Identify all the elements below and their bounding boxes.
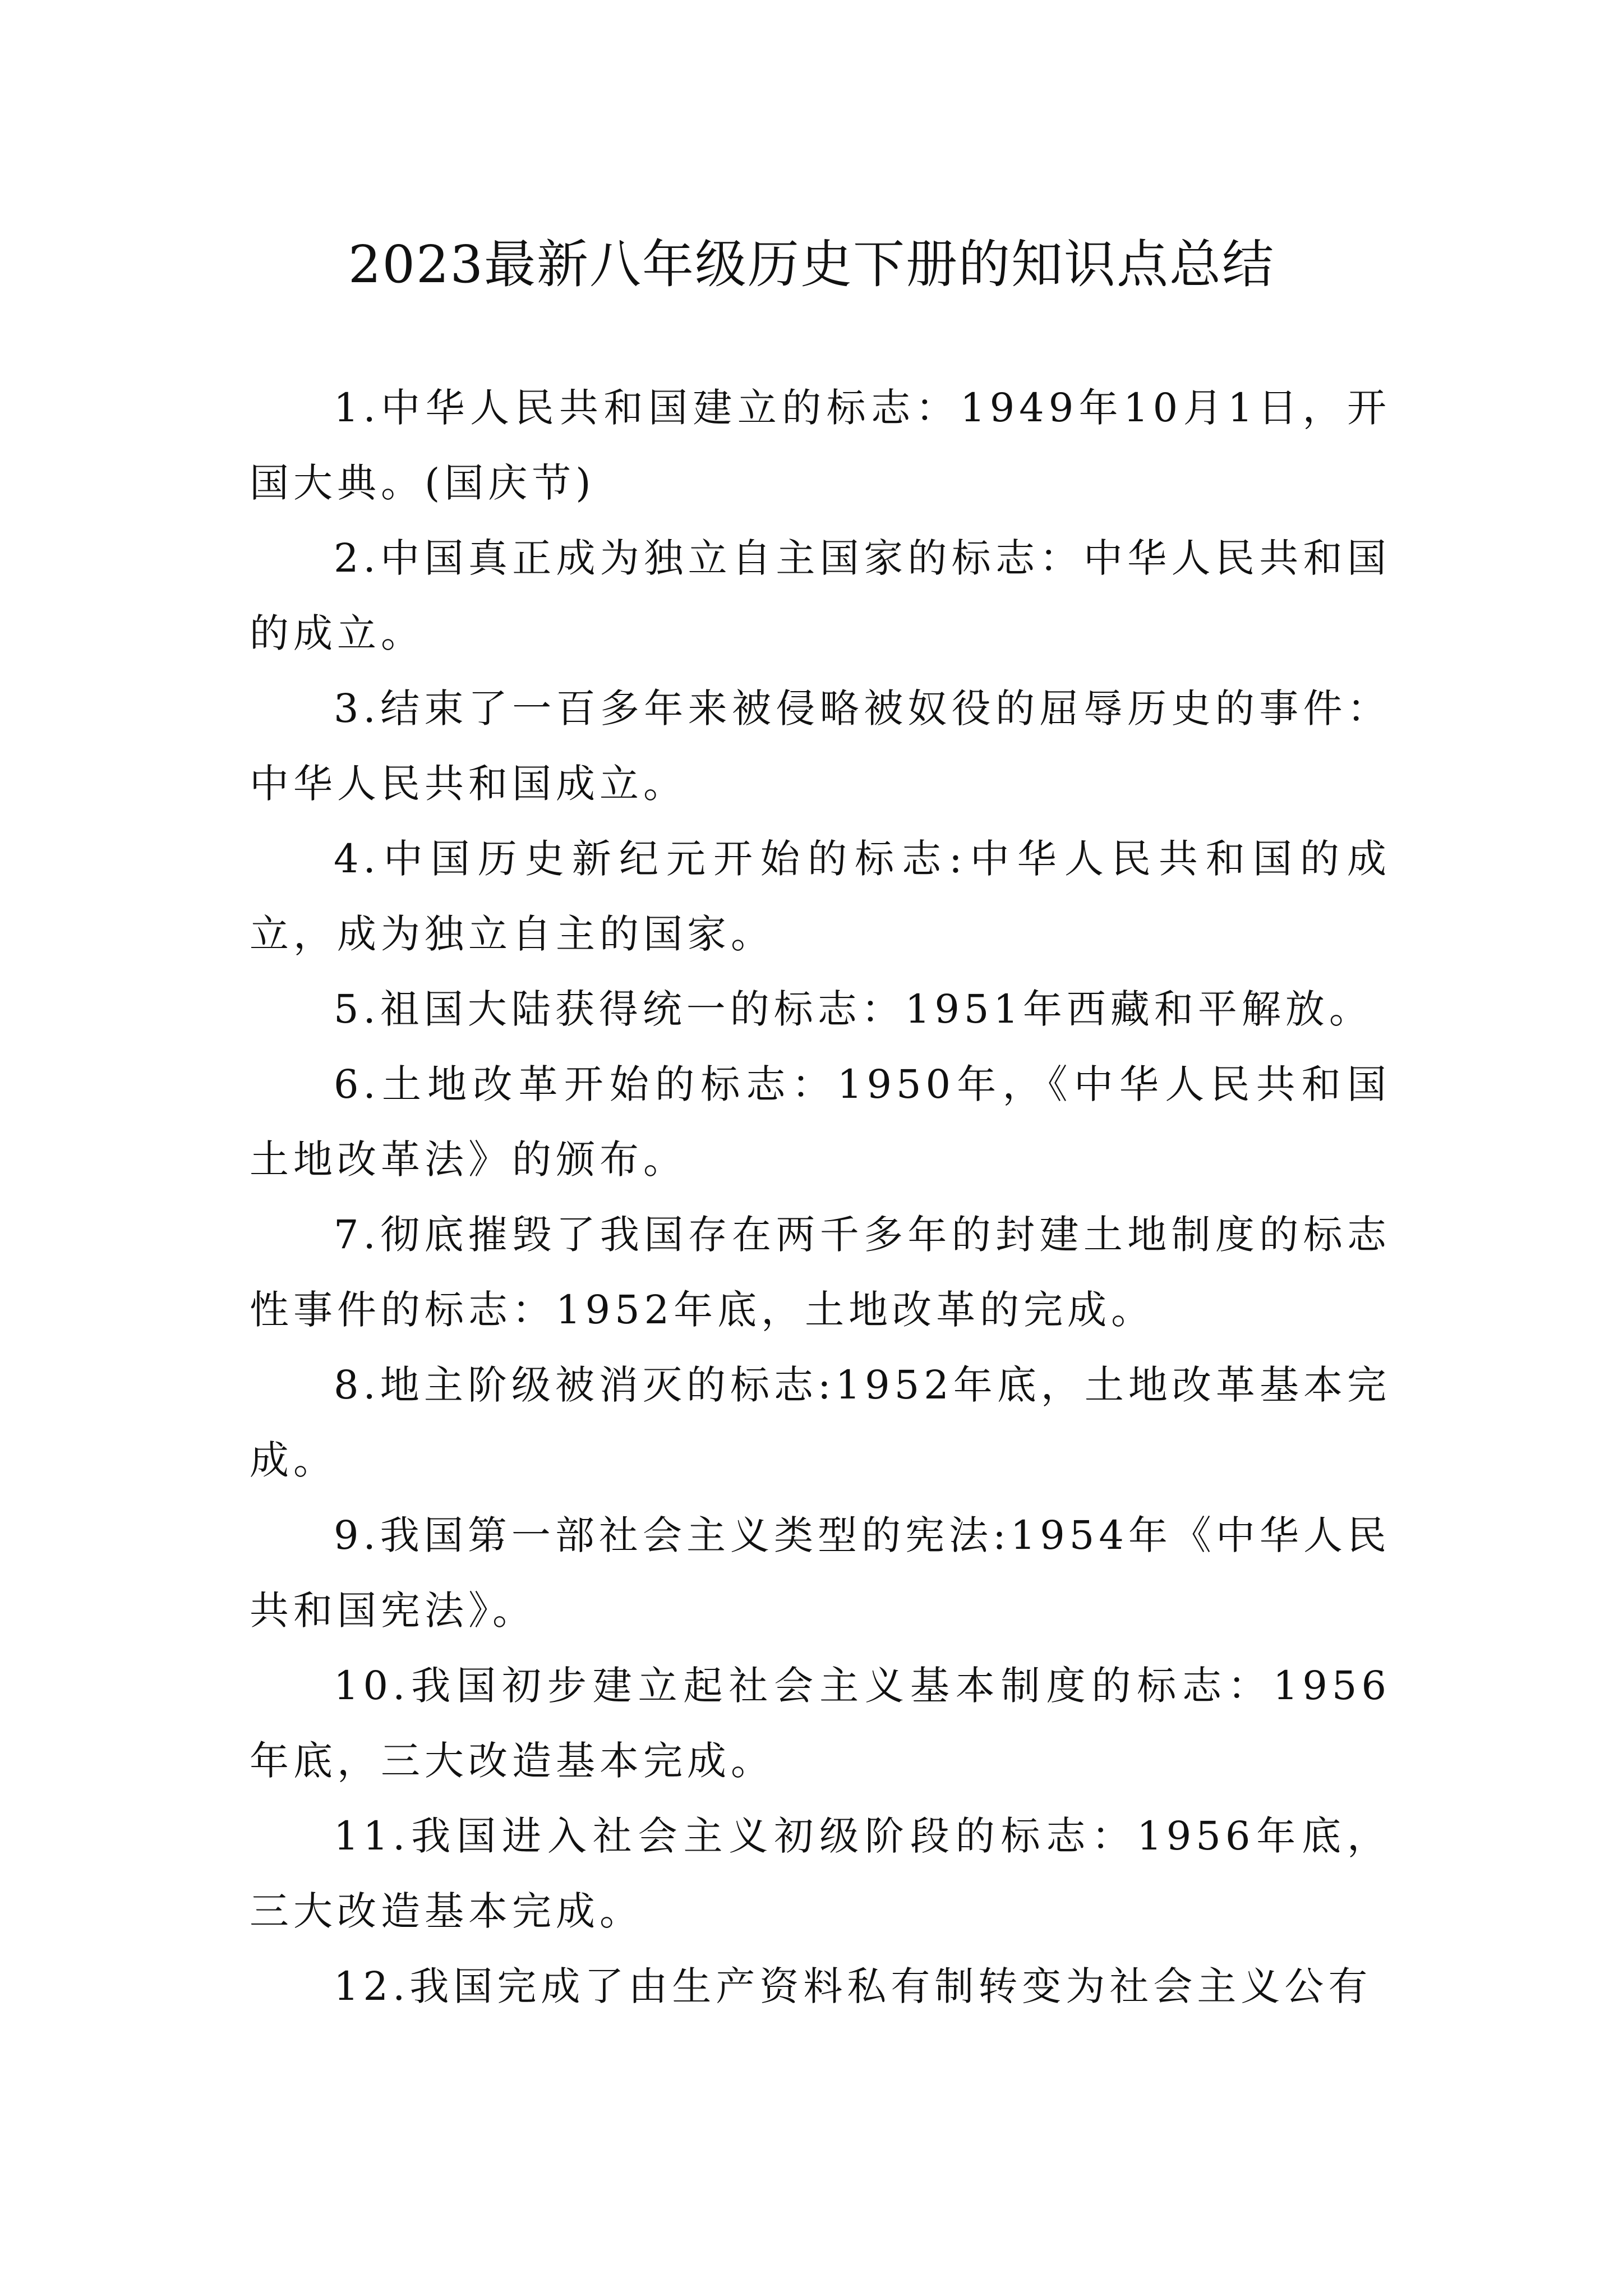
paragraph-2: 2.中国真正成为独立自主国家的标志：中华人民共和国的成立。 — [250, 535, 1391, 656]
paragraph-12: 12.我国完成了由生产资料私有制转变为社会主义公有 — [334, 1963, 1372, 2009]
paragraph-3: 3.结束了一百多年来被侵略被奴役的屈辱历史的事件：中华人民共和国成立。 — [250, 685, 1391, 807]
paragraph-7: 7.彻底摧毁了我国存在两千多年的封建土地制度的标志性事件的标志：1952年底，土地改革的完成。 — [250, 1212, 1391, 1333]
paragraph-6: 6.土地改革开始的标志：1950年，《中华人民共和国土地改革法》的颁布。 — [250, 1061, 1391, 1182]
paragraph-9: 9.我国第一部社会主义类型的宪法:1954年《中华人民共和国宪法》。 — [250, 1512, 1391, 1634]
document-body — [250, 370, 1391, 2024]
paragraph-8: 8.地主阶级被消灭的标志:1952年底，土地改革基本完成。 — [250, 1362, 1391, 1483]
paragraph-5: 5.祖国大陆获得统一的标志：1951年西藏和平解放。 — [334, 986, 1373, 1032]
paragraph-11: 11.我国进入社会主义初级阶段的标志：1956年底，三大改造基本完成。 — [250, 1813, 1391, 1934]
paragraph-1: 1.中华人民共和国建立的标志：1949年10月1日，开国大典。(国庆节) — [250, 385, 1391, 506]
paragraph-4: 4.中国历史新纪元开始的标志:中华人民共和国的成立，成为独立自主的国家。 — [250, 836, 1391, 957]
paragraph-10: 10.我国初步建立起社会主义基本制度的标志：1956年底，三大改造基本完成。 — [250, 1663, 1391, 1784]
document-title: 2023最新八年级历史下册的知识点总结 — [348, 234, 1275, 295]
